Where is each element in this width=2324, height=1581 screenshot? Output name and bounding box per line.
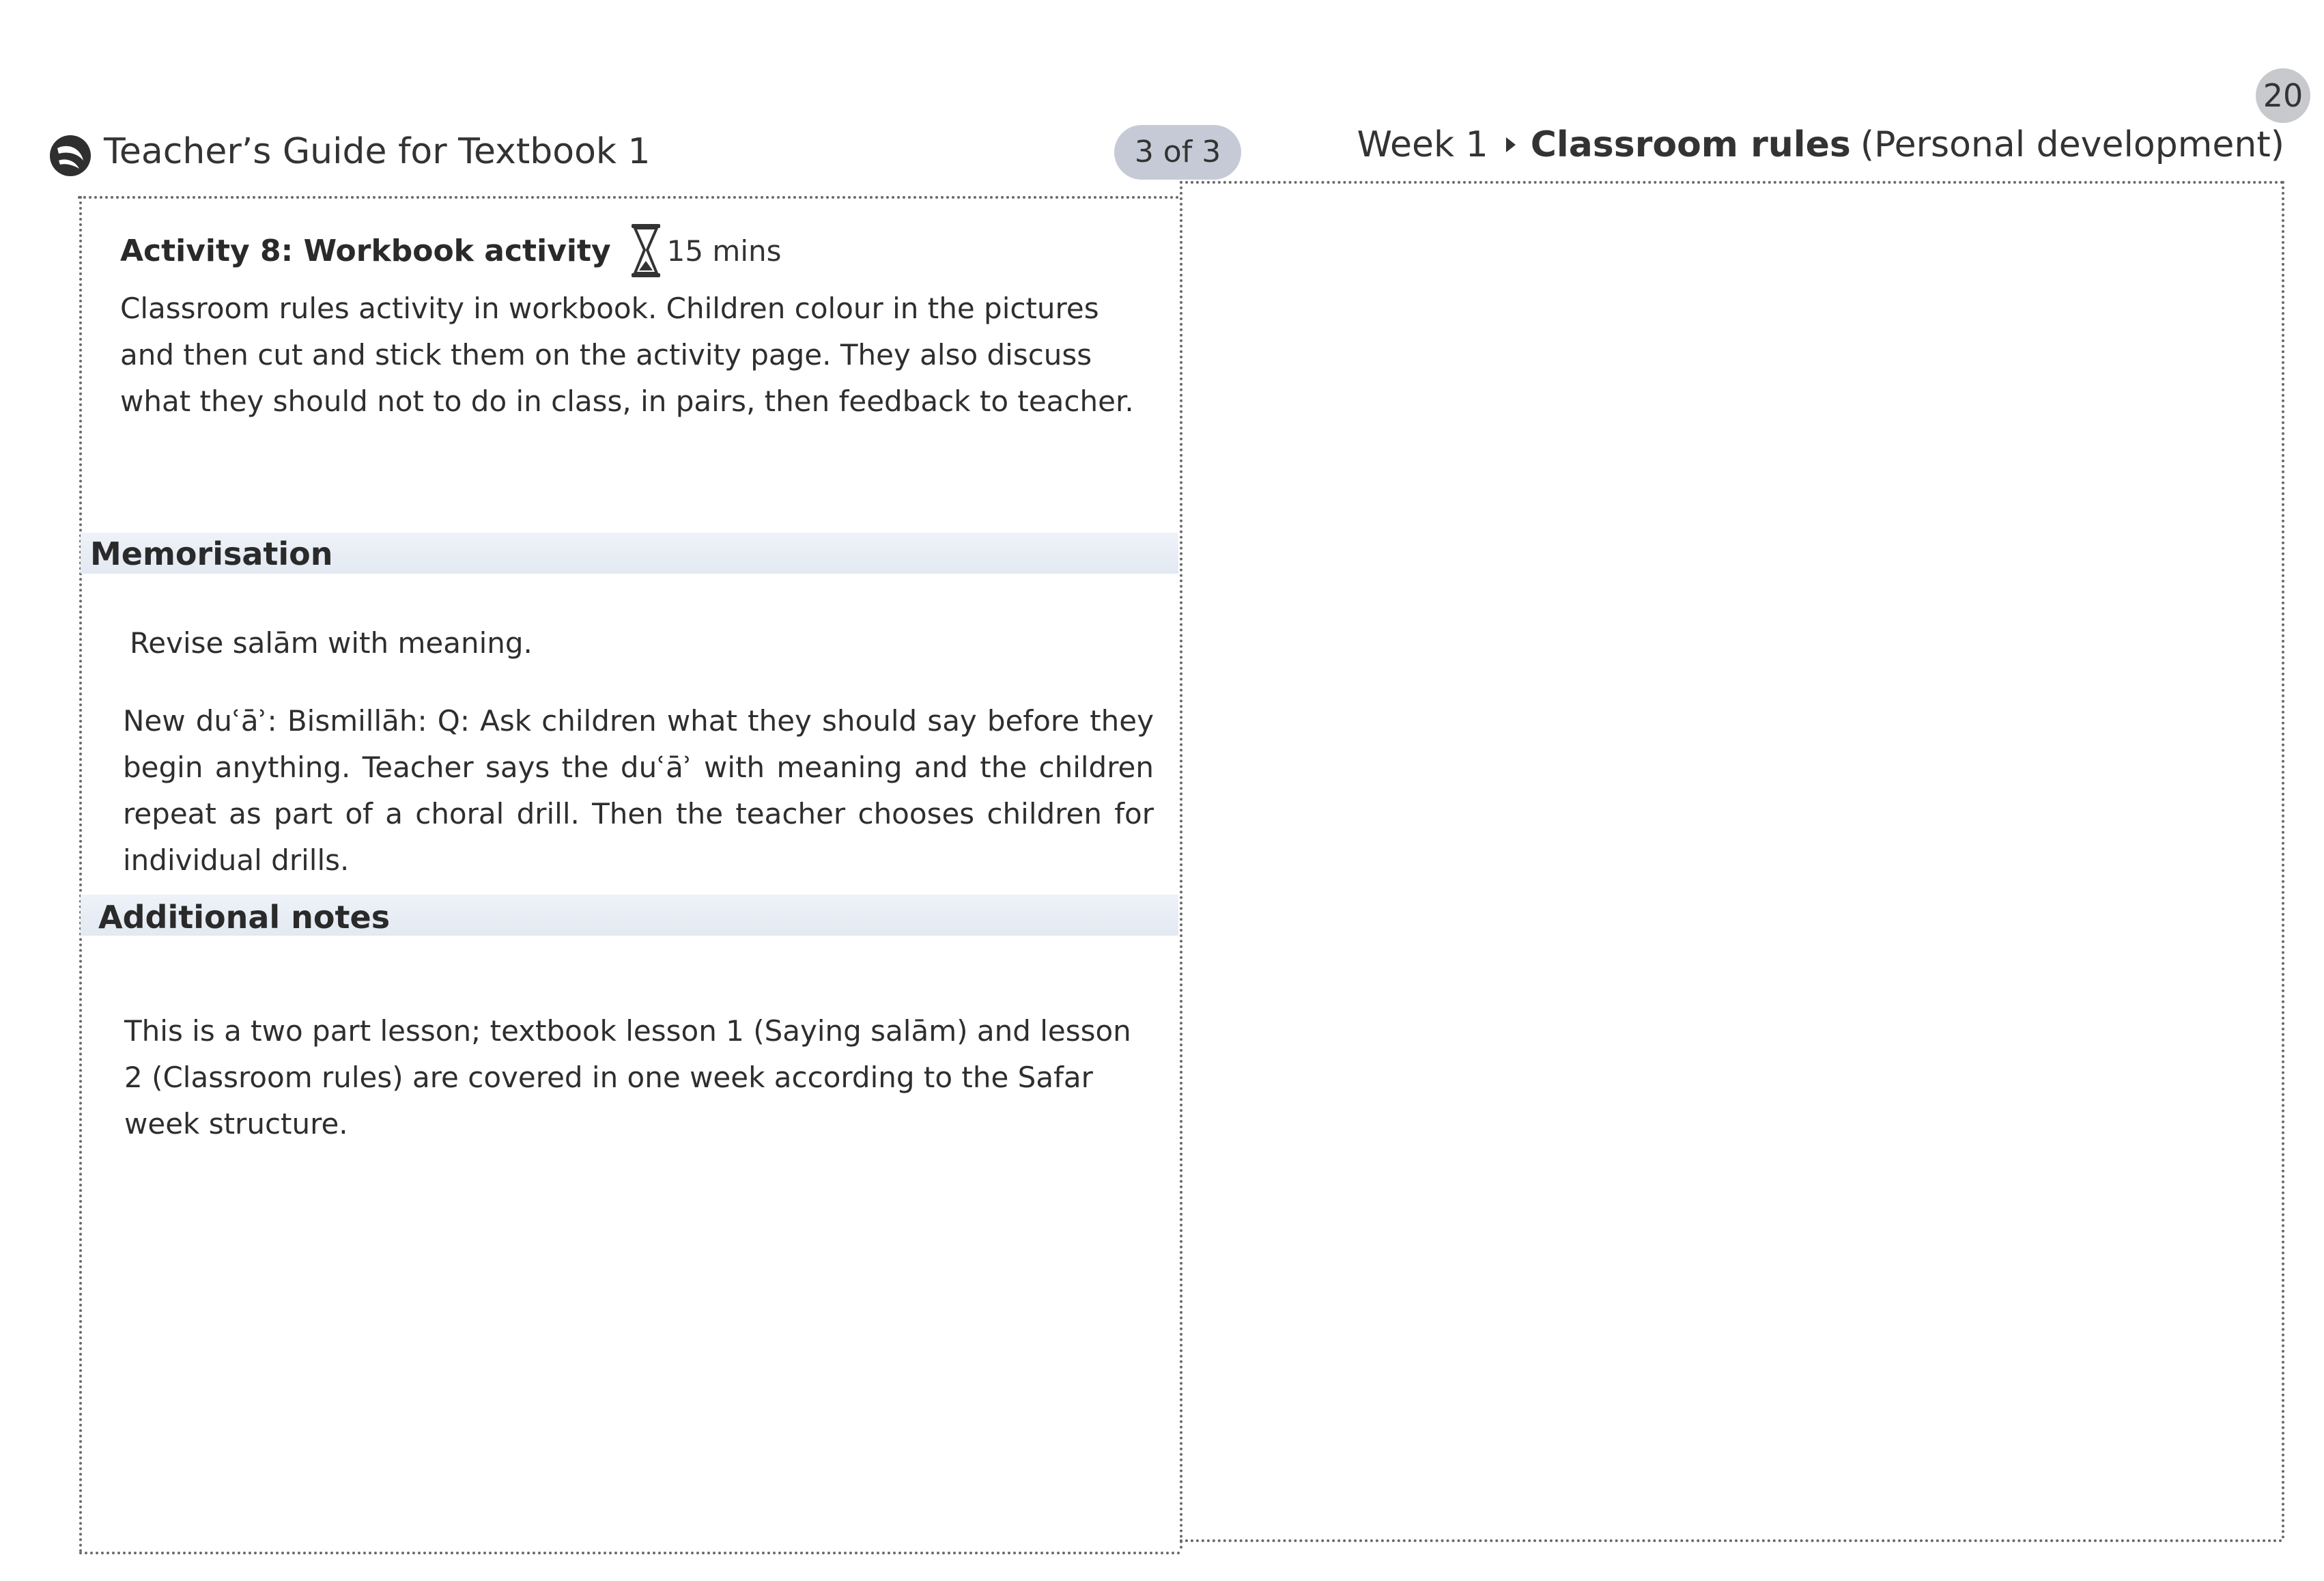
activity-heading	[120, 223, 782, 279]
additional-notes-heading: Additional notes	[98, 899, 391, 936]
frame-right-border	[2282, 181, 2284, 1540]
breadcrumb-week: Week 1	[1357, 124, 1488, 165]
column-divider	[1180, 181, 1182, 1550]
guide-title: Teacher’s Guide for Textbook 1	[104, 131, 651, 172]
frame-top-left-border	[78, 196, 1180, 199]
activity-title: Activity 8: Workbook activity	[120, 233, 611, 268]
frame-left-border	[79, 196, 82, 1554]
triangle-right-icon	[1506, 137, 1516, 152]
swirl-logo-icon	[48, 133, 93, 178]
activity-description: Classroom rules activity in workbook. Children colour in the pictures and then cut and stick them on the activity page. They also discuss what they should not to do in class, in pairs, then feedback to teacher.	[120, 292, 1134, 418]
page-number: 20	[2256, 68, 2310, 123]
page-indicator-badge: 3 of 3	[1114, 125, 1241, 180]
memorisation-paragraph: Revise salām with meaning.	[130, 626, 533, 660]
breadcrumb-lesson: Classroom rules	[1530, 124, 1851, 165]
memorisation-paragraph: New duʿāʾ: Bismillāh: Q: Ask children what they should say before they begin anything. Teacher says the duʿāʾ with meaning and the children repeat as part of a choral drill. Then the teacher chooses children for individual drills.	[123, 704, 1154, 877]
hourglass-icon	[629, 223, 663, 279]
memorisation-heading: Memorisation	[90, 535, 333, 572]
frame-bottom-left-border	[79, 1552, 1181, 1554]
frame-bottom-right-border	[1180, 1539, 2283, 1542]
breadcrumb-category: (Personal development)	[1860, 124, 2284, 165]
activity-duration: 15 mins	[666, 234, 782, 268]
frame-top-right-border	[1180, 181, 2284, 184]
breadcrumb	[1357, 124, 2284, 165]
additional-notes-text: This is a two part lesson; textbook lesson 1 (Saying salām) and lesson 2 (Classroom rules) are covered in one week according to the Safar week structure.	[124, 1014, 1131, 1141]
